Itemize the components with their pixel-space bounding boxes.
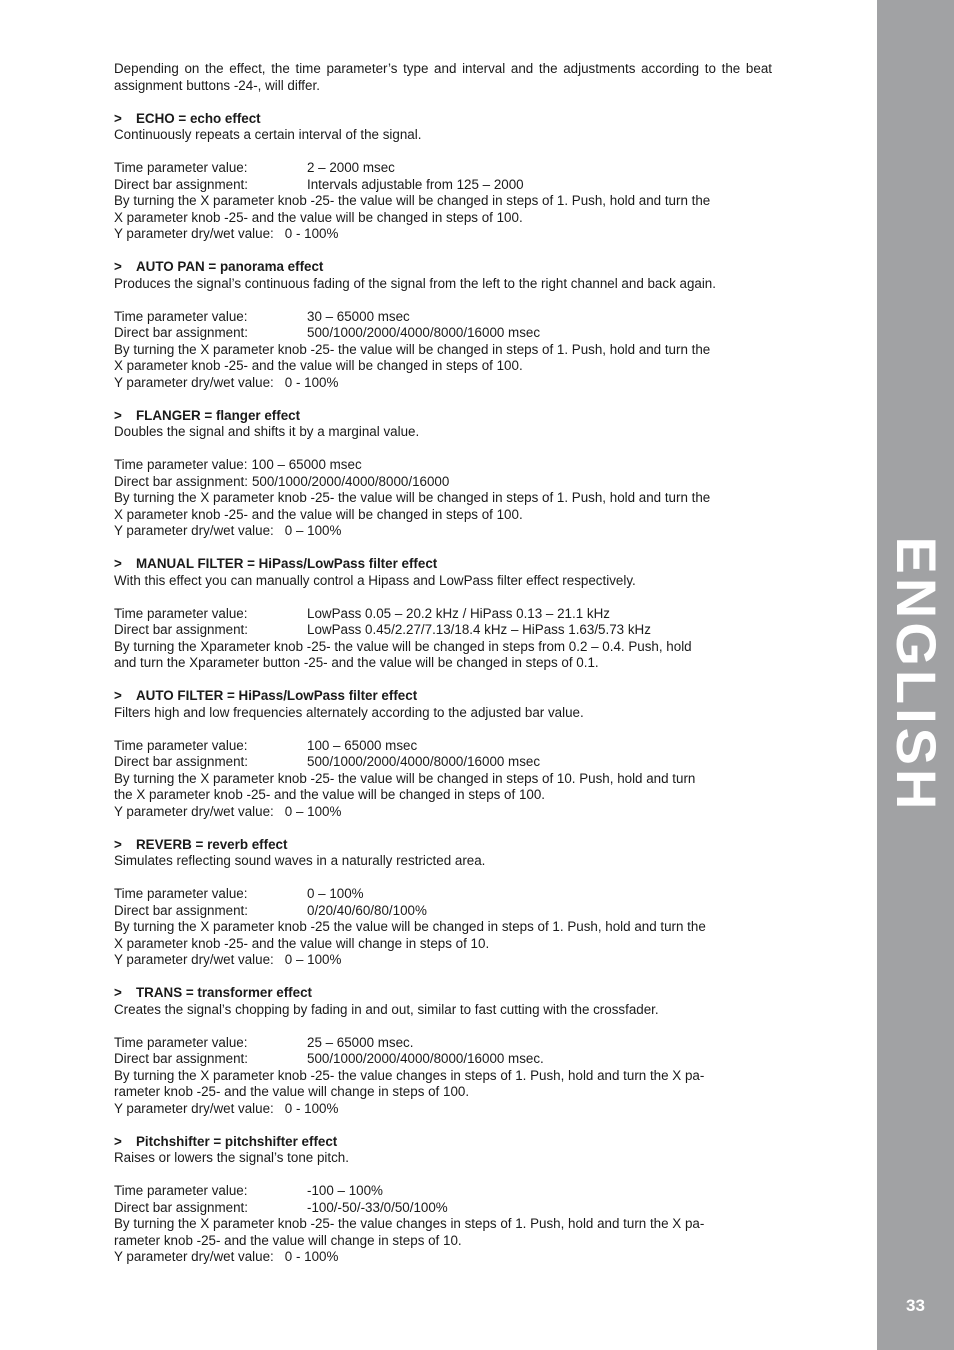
effect-heading xyxy=(114,985,772,1002)
parameter-label: Time parameter value: xyxy=(114,737,248,753)
effect-description: Simulates reflecting sound waves in a naturally restricted area. xyxy=(114,853,486,868)
dry-wet-row xyxy=(114,952,772,969)
parameter-label: Direct bar assignment: xyxy=(114,622,248,637)
knob-note-line: X parameter knob -25- and the value will be changed in steps of 100. xyxy=(114,358,523,373)
page-number: 33 xyxy=(906,1296,925,1315)
parameter-row xyxy=(114,903,772,920)
dry-wet-value: 0 - 100% xyxy=(284,1100,339,1116)
effect-heading xyxy=(114,688,772,705)
effect-description: With this effect you can manually control a Hipass and LowPass filter effect respectively. xyxy=(114,572,636,588)
effect-section xyxy=(114,688,772,820)
intro-paragraph: Depending on the effect, the time parameter’s type and interval and the adjustments according to the beat assignment buttons -24-, will differ. xyxy=(114,61,772,93)
effect-title: ECHO = echo effect xyxy=(136,110,261,126)
parameter-row xyxy=(114,325,772,342)
chevron-right-icon: > xyxy=(114,985,122,1000)
knob-note-line: By turning the X parameter knob -25- the value changes in steps of 1. Push, hold and turn the X pa- xyxy=(114,1216,705,1231)
language-label: ENGLISH xyxy=(884,536,948,814)
parameter-label: Direct bar assignment: xyxy=(114,176,248,192)
dry-wet-value: 0 – 100% xyxy=(284,952,342,967)
effect-section xyxy=(114,111,772,243)
parameter-value: 30 – 65000 msec xyxy=(307,308,410,324)
parameter-value: -100 – 100% xyxy=(307,1183,383,1198)
chevron-right-icon: > xyxy=(114,407,122,423)
knob-note-line: By turning the X parameter knob -25- the value changes in steps of 1. Push, hold and turn the X pa- xyxy=(114,1067,705,1083)
effect-description: Continuously repeats a certain interval of the signal. xyxy=(114,127,422,142)
knob-note-line: By turning the X parameter knob -25- the value will be changed in steps of 10. Push, hold and turn xyxy=(114,770,696,786)
parameter-label: Time parameter value: xyxy=(114,308,248,324)
dry-wet-label: Y parameter dry/wet value: xyxy=(114,523,274,538)
chevron-right-icon: > xyxy=(114,259,122,274)
dry-wet-row xyxy=(114,523,772,540)
parameter-row xyxy=(114,177,772,194)
dry-wet-value: 0 - 100% xyxy=(284,1249,339,1264)
parameter-value: 25 – 65000 msec. xyxy=(307,1034,414,1050)
parameter-value: 100 – 65000 msec xyxy=(307,737,418,753)
parameter-value: 2 – 2000 msec xyxy=(307,160,395,175)
parameter-row xyxy=(114,1200,772,1217)
chevron-right-icon: > xyxy=(114,688,122,703)
parameter-row xyxy=(114,309,772,326)
dry-wet-value: 0 - 100% xyxy=(284,226,339,241)
dry-wet-label: Y parameter dry/wet value: xyxy=(114,374,274,390)
parameter-row xyxy=(114,160,772,177)
parameter-value: 100 – 65000 msec xyxy=(251,457,362,472)
parameter-row xyxy=(114,606,772,623)
effect-section xyxy=(114,556,772,672)
parameter-value: LowPass 0.45/2.27/7.13/18.4 kHz – HiPass 1.63/5.73 kHz xyxy=(307,622,651,637)
dry-wet-value: 0 - 100% xyxy=(284,374,339,390)
effect-title: REVERB = reverb effect xyxy=(136,836,288,852)
effect-description: Produces the signal’s continuous fading of the signal from the left to the right channel and back again. xyxy=(114,275,716,291)
chevron-right-icon: > xyxy=(114,110,122,126)
effect-heading xyxy=(114,1134,772,1151)
dry-wet-label: Y parameter dry/wet value: xyxy=(114,1249,274,1264)
knob-note-line: the X parameter knob -25- and the value will be changed in steps of 100. xyxy=(114,787,546,802)
parameter-row xyxy=(114,1035,772,1052)
parameter-value: 0/20/40/60/80/100% xyxy=(307,902,427,918)
effect-title: MANUAL FILTER = HiPass/LowPass filter effect xyxy=(136,556,438,571)
parameter-value: 500/1000/2000/4000/8000/16000 xyxy=(251,473,450,489)
parameter-row xyxy=(114,738,772,755)
knob-note-line: By turning the Xparameter knob -25- the value will be changed in steps from 0.2 – 0.4. Push, hold xyxy=(114,638,692,654)
parameter-value: LowPass 0.05 – 20.2 kHz / HiPass 0.13 – 21.1 kHz xyxy=(307,605,610,621)
effect-title: FLANGER = flanger effect xyxy=(136,407,301,423)
parameter-value: -100/-50/-33/0/50/100% xyxy=(307,1199,448,1215)
knob-note-line: By turning the X parameter knob -25 the value will be changed in steps of 1. Push, hold and turn the xyxy=(114,919,706,934)
effect-description: Raises or lowers the signal’s tone pitch. xyxy=(114,1150,349,1165)
dry-wet-row xyxy=(114,226,772,243)
effect-section xyxy=(114,837,772,969)
dry-wet-label: Y parameter dry/wet value: xyxy=(114,226,274,241)
chevron-right-icon: > xyxy=(114,836,122,852)
knob-note-line: By turning the X parameter knob -25- the value will be changed in steps of 1. Push, hold and turn the xyxy=(114,193,711,208)
effect-title: AUTO PAN = panorama effect xyxy=(136,259,324,274)
effect-heading xyxy=(114,556,772,573)
parameter-row xyxy=(114,622,772,639)
parameter-value: 500/1000/2000/4000/8000/16000 msec xyxy=(307,754,541,769)
effect-section xyxy=(114,259,772,391)
effect-title: TRANS = transformer effect xyxy=(136,985,312,1000)
knob-note-line: and turn the Xparameter button -25- and the value will be changed in steps of 0.1. xyxy=(114,655,599,670)
knob-note-line: X parameter knob -25- and the value will be changed in steps of 100. xyxy=(114,506,523,522)
parameter-label: Direct bar assignment: xyxy=(114,902,248,918)
dry-wet-value: 0 – 100% xyxy=(284,803,342,819)
dry-wet-row xyxy=(114,1249,772,1266)
parameter-label: Direct bar assignment: xyxy=(114,754,248,769)
parameter-value: Intervals adjustable from 125 – 2000 xyxy=(307,176,524,192)
parameter-label: Time parameter value: xyxy=(114,605,248,621)
knob-note-line: rameter knob -25- and the value will change in steps of 100. xyxy=(114,1084,470,1099)
effect-heading xyxy=(114,837,772,854)
parameter-label: Direct bar assignment: xyxy=(114,473,248,489)
parameter-label: Direct bar assignment: xyxy=(114,1051,248,1066)
dry-wet-label: Y parameter dry/wet value: xyxy=(114,952,274,967)
parameter-row xyxy=(114,886,772,903)
parameter-label: Time parameter value: xyxy=(114,457,248,472)
parameter-label: Time parameter value: xyxy=(114,160,248,175)
effect-section xyxy=(114,1134,772,1266)
effect-description: Creates the signal’s chopping by fading in and out, similar to fast cutting with the crossfader. xyxy=(114,1001,659,1017)
parameter-label: Direct bar assignment: xyxy=(114,1199,248,1215)
knob-note-line: X parameter knob -25- and the value will change in steps of 10. xyxy=(114,935,490,951)
parameter-label: Direct bar assignment: xyxy=(114,325,248,340)
dry-wet-label: Y parameter dry/wet value: xyxy=(114,803,274,819)
parameter-value: 500/1000/2000/4000/8000/16000 msec. xyxy=(307,1051,544,1066)
effect-title: Pitchshifter = pitchshifter effect xyxy=(136,1133,338,1149)
page-content xyxy=(114,61,772,1282)
dry-wet-row xyxy=(114,1101,772,1118)
knob-note-line: By turning the X parameter knob -25- the value will be changed in steps of 1. Push, hold and turn the xyxy=(114,490,711,505)
dry-wet-value: 0 – 100% xyxy=(284,523,342,538)
effects-list xyxy=(114,111,772,1266)
parameter-label: Time parameter value: xyxy=(114,1183,248,1198)
parameter-row xyxy=(114,474,772,491)
chevron-right-icon: > xyxy=(114,556,122,571)
effect-description: Doubles the signal and shifts it by a marginal value. xyxy=(114,424,420,439)
parameter-row xyxy=(114,754,772,771)
parameter-label: Time parameter value: xyxy=(114,886,248,901)
parameter-value: 500/1000/2000/4000/8000/16000 msec xyxy=(307,325,541,340)
language-sidebar xyxy=(877,0,954,1350)
effect-heading xyxy=(114,408,772,425)
effect-section xyxy=(114,408,772,540)
effect-title: AUTO FILTER = HiPass/LowPass filter effect xyxy=(136,688,418,703)
parameter-row xyxy=(114,1183,772,1200)
dry-wet-row xyxy=(114,375,772,392)
chevron-right-icon: > xyxy=(114,1133,122,1149)
effect-heading xyxy=(114,259,772,276)
effect-description: Filters high and low frequencies alternately according to the adjusted bar value. xyxy=(114,704,584,720)
knob-note-line: rameter knob -25- and the value will change in steps of 10. xyxy=(114,1232,462,1248)
parameter-row xyxy=(114,1051,772,1068)
parameter-row xyxy=(114,457,772,474)
dry-wet-label: Y parameter dry/wet value: xyxy=(114,1100,274,1116)
parameter-label: Time parameter value: xyxy=(114,1034,248,1050)
knob-note-line: By turning the X parameter knob -25- the value will be changed in steps of 1. Push, hold and turn the xyxy=(114,341,711,357)
dry-wet-row xyxy=(114,804,772,821)
effect-heading xyxy=(114,111,772,128)
parameter-value: 0 – 100% xyxy=(307,886,364,901)
effect-section xyxy=(114,985,772,1117)
knob-note-line: X parameter knob -25- and the value will be changed in steps of 100. xyxy=(114,209,523,225)
